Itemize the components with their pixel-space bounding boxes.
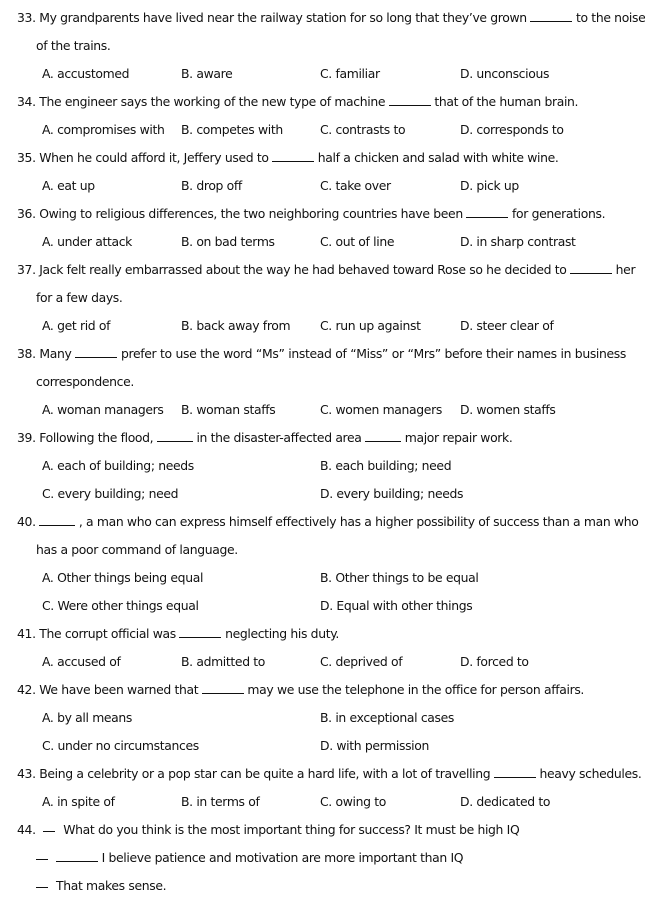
answer-blank[interactable] — [202, 678, 244, 694]
question-text: neglecting his duty. — [225, 626, 340, 641]
question-33-continuation: of the trains. — [36, 38, 111, 53]
option-d[interactable]: D. every building; needs — [320, 486, 464, 501]
option-b[interactable]: B. aware — [181, 66, 233, 81]
dialogue-line-2: I believe patience and motivation are more important than IQ — [101, 850, 464, 865]
option-d[interactable]: D. pick up — [460, 178, 519, 193]
option-d[interactable]: D. forced to — [460, 654, 529, 669]
option-a[interactable]: A. each of building; needs — [42, 458, 194, 473]
option-b[interactable]: B. competes with — [181, 122, 283, 137]
question-35 — [0, 144, 632, 172]
option-c[interactable]: C. every building; need — [42, 486, 179, 501]
option-c[interactable]: C. take over — [320, 178, 391, 193]
question-38-continuation: correspondence. — [36, 374, 134, 389]
question-number: 34. — [17, 94, 36, 109]
option-d[interactable]: D. unconscious — [460, 66, 550, 81]
option-a[interactable]: A. by all means — [42, 710, 133, 725]
question-39 — [0, 424, 632, 452]
answer-blank[interactable] — [570, 258, 612, 274]
question-number: 37. — [17, 262, 36, 277]
answer-blank[interactable] — [365, 426, 401, 442]
question-text: may we use the telephone in the office for person affairs. — [247, 682, 585, 697]
option-c[interactable]: C. deprived of — [320, 654, 403, 669]
option-c[interactable]: C. out of line — [320, 234, 395, 249]
option-d[interactable]: D. with permission — [320, 738, 430, 753]
option-c[interactable]: C. Were other things equal — [42, 598, 199, 613]
question-36 — [0, 200, 632, 228]
question-text: to the noise — [575, 10, 645, 25]
options-40-row-1 — [0, 564, 632, 592]
question-text: in the disaster-affected area — [196, 430, 362, 445]
option-b[interactable]: B. in exceptional cases — [320, 710, 455, 725]
answer-blank[interactable] — [389, 90, 431, 106]
option-b[interactable]: B. in terms of — [181, 794, 260, 809]
question-text: Following the flood, — [39, 430, 154, 445]
option-d[interactable]: D. Equal with other things — [320, 598, 473, 613]
option-c[interactable]: C. familiar — [320, 66, 380, 81]
question-number: 43. — [17, 766, 36, 781]
question-38 — [0, 340, 632, 368]
dialogue-dash — [43, 831, 55, 832]
options-42-row-1 — [0, 704, 632, 732]
question-text: Being a celebrity or a pop star can be quite a hard life, with a lot of travelling — [39, 766, 491, 781]
question-text: her — [615, 262, 636, 277]
question-text: The corrupt official was — [39, 626, 176, 641]
options-36 — [0, 228, 632, 256]
question-number: 33. — [17, 10, 36, 25]
option-b[interactable]: B. woman staffs — [181, 402, 276, 417]
question-44-reply — [0, 844, 632, 872]
option-d[interactable]: D. in sharp contrast — [460, 234, 576, 249]
question-37 — [0, 256, 636, 284]
question-text: When he could afford it, Jeffery used to — [39, 150, 269, 165]
question-number: 35. — [17, 150, 36, 165]
question-text: major repair work. — [404, 430, 513, 445]
option-a[interactable]: A. get rid of — [42, 318, 111, 333]
question-text: , a man who can express himself effectively has a higher possibility of success than a man who — [78, 514, 639, 529]
options-43 — [0, 788, 632, 816]
option-c[interactable]: C. run up against — [320, 318, 421, 333]
question-text: for generations. — [512, 206, 606, 221]
option-a[interactable]: A. compromises with — [42, 122, 165, 137]
question-number: 38. — [17, 346, 36, 361]
question-37-continuation: for a few days. — [36, 290, 123, 305]
option-d[interactable]: D. dedicated to — [460, 794, 551, 809]
option-d[interactable]: D. corresponds to — [460, 122, 564, 137]
question-41 — [0, 620, 632, 648]
options-39-row-2 — [0, 480, 632, 508]
option-a[interactable]: A. woman managers — [42, 402, 164, 417]
question-text: Many — [39, 346, 72, 361]
question-text: half a chicken and salad with white wine. — [317, 150, 559, 165]
option-a[interactable]: A. eat up — [42, 178, 95, 193]
question-text: prefer to use the word “Ms” instead of “Miss” or “Mrs” before their names in business — [120, 346, 627, 361]
options-37 — [0, 312, 632, 340]
question-44 — [0, 816, 632, 844]
option-a[interactable]: A. Other things being equal — [42, 570, 204, 585]
options-33 — [0, 60, 632, 88]
question-40 — [0, 508, 639, 536]
answer-blank[interactable] — [466, 202, 508, 218]
option-c[interactable]: C. under no circumstances — [42, 738, 199, 753]
question-40-continuation: has a poor command of language. — [36, 542, 238, 557]
options-41 — [0, 648, 632, 676]
answer-blank[interactable] — [39, 510, 75, 526]
dialogue-line-3: That makes sense. — [56, 878, 167, 893]
option-c[interactable]: C. women managers — [320, 402, 442, 417]
option-d[interactable]: D. steer clear of — [460, 318, 554, 333]
question-number: 41. — [17, 626, 36, 641]
question-text: Owing to religious differences, the two neighboring countries have been — [39, 206, 463, 221]
option-a[interactable]: A. in spite of — [42, 794, 115, 809]
answer-blank[interactable] — [157, 426, 193, 442]
options-40-row-2 — [0, 592, 632, 620]
option-b[interactable]: B. back away from — [181, 318, 291, 333]
option-b[interactable]: B. on bad terms — [181, 234, 275, 249]
question-text: The engineer says the working of the new type of machine — [39, 94, 386, 109]
question-number: 44. — [17, 822, 36, 837]
answer-blank[interactable] — [272, 146, 314, 162]
answer-blank[interactable] — [494, 762, 536, 778]
question-44-closing — [0, 872, 632, 900]
option-a[interactable]: A. under attack — [42, 234, 133, 249]
option-b[interactable]: B. Other things to be equal — [320, 570, 479, 585]
question-number: 40. — [17, 514, 36, 529]
option-b[interactable]: B. drop off — [181, 178, 242, 193]
question-number: 36. — [17, 206, 36, 221]
question-43 — [0, 760, 642, 788]
option-a[interactable]: A. accused of — [42, 654, 121, 669]
option-a[interactable]: A. accustomed — [42, 66, 130, 81]
options-39-row-1 — [0, 452, 632, 480]
question-text: heavy schedules. — [539, 766, 642, 781]
question-number: 42. — [17, 682, 36, 697]
answer-blank[interactable] — [75, 342, 117, 358]
option-b[interactable]: B. admitted to — [181, 654, 266, 669]
dialogue-dash — [36, 887, 48, 888]
answer-blank[interactable] — [56, 846, 98, 862]
question-text: My grandparents have lived near the railway station for so long that they’ve grown — [39, 10, 527, 25]
question-42 — [0, 676, 632, 704]
dialogue-dash — [36, 859, 48, 860]
question-text: Jack felt really embarrassed about the way he had behaved toward Rose so he decided to — [39, 262, 567, 277]
question-34 — [0, 88, 632, 116]
answer-blank[interactable] — [530, 6, 572, 22]
option-d[interactable]: D. women staffs — [460, 402, 556, 417]
options-35 — [0, 172, 632, 200]
answer-blank[interactable] — [179, 622, 221, 638]
options-38 — [0, 396, 632, 424]
option-c[interactable]: C. contrasts to — [320, 122, 406, 137]
option-b[interactable]: B. each building; need — [320, 458, 452, 473]
question-sheet — [0, 4, 645, 900]
options-34 — [0, 116, 632, 144]
options-42-row-2 — [0, 732, 632, 760]
dialogue-line-1: What do you think is the most important thing for success? It must be high IQ — [63, 822, 520, 837]
question-text: that of the human brain. — [434, 94, 579, 109]
question-33 — [0, 4, 645, 32]
question-text: We have been warned that — [39, 682, 199, 697]
question-number: 39. — [17, 430, 36, 445]
option-c[interactable]: C. owing to — [320, 794, 386, 809]
